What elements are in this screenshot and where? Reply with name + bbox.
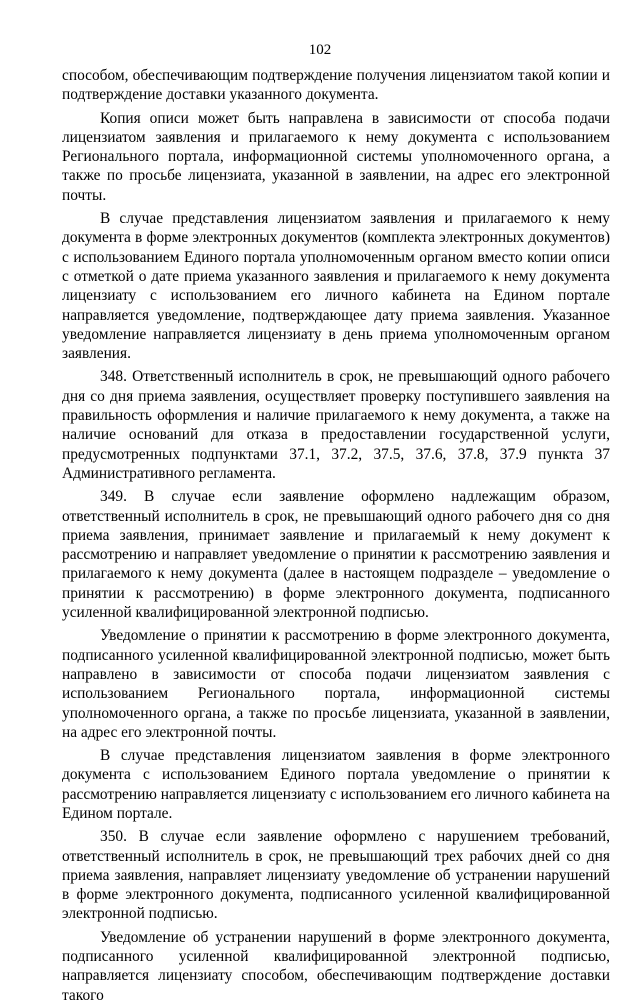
- paragraph-clause-349: 349. В случае если заявление оформлено надлежащим образом, ответственный исполнитель в срок, не превышающий одного рабочего дня со дня приема заявления, принимает заявление и прилагаемый к нему документ к рассмотрению и направляет уведомление о принятии к рассмотрению заявления и прилагаемого к нему документа (далее в настоящем подразделе – уведомление о принятии к рассмотрению) в форме электронного документа, подписанного усиленной квалифицированной электронной подписью.: [62, 488, 610, 622]
- paragraph-acceptance-notice: Уведомление о принятии к рассмотрению в форме электронного документа, подписанного усиленной квалифицированной электронной подписью, может быть направлено в зависимости от способа подачи лицензиатом заявления с использованием Регионального портала, информационной системы уполномоченного органа, а также по просьбе лицензиата, указанной в заявлении, на адрес его электронной почты.: [62, 627, 610, 741]
- document-body: [62, 66, 610, 1005]
- paragraph-clause-348: 348. Ответственный исполнитель в срок, не превышающий одного рабочего дня со дня приема заявления, осуществляет проверку поступившего заявления на правильность оформления и наличие прилагаемого к нему документа, а также на наличие оснований для отказа в предоставлении государственной услуги, предусмотренных подпунктами 37.1, 37.2, 37.5, 37.6, 37.8, 37.9 пункта 37 Административного регламента.: [62, 368, 610, 482]
- paragraph-violation-notice: Уведомление об устранении нарушений в форме электронного документа, подписанного усиленной квалифицированной электронной подписью, направляется лицензиату способом, обеспечивающим подтверждение доставки такого: [62, 928, 610, 1004]
- paragraph-continuation: способом, обеспечивающим подтверждение получения лицензиатом такой копии и подтверждение доставки указанного документа.: [62, 67, 610, 104]
- paragraph-clause-350: 350. В случае если заявление оформлено с нарушением требований, ответственный исполнитель в срок, не превышающий трех рабочих дней со дня приема заявления, направляет лицензиату уведомление об устранении нарушений в форме электронного документа, подписанного усиленной квалифицированной электронной подписью.: [62, 828, 610, 923]
- page-number: 102: [308, 42, 332, 58]
- paragraph-unified-portal-acceptance: В случае представления лицензиатом заявления в форме электронного документа с использованием Единого портала уведомление о принятии к рассмотрению направляется лицензиату с использованием его личного кабинета на Едином портале.: [62, 747, 610, 822]
- paragraph-inventory-copy: Копия описи может быть направлена в зависимости от способа подачи лицензиатом заявления и прилагаемого к нему документа с использованием Регионального портала, информационной системы уполномоченного органа, а также по просьбе лицензиата, указанной в заявлении, на адрес его электронной почты.: [62, 109, 610, 204]
- paragraph-unified-portal-notice: В случае представления лицензиатом заявления и прилагаемого к нему документа в форме электронных документов (комплекта электронных документов) с использованием Единого портала уполномоченным органом вместо копии описи с отметкой о дате приема указанного заявления и прилагаемого к нему документа лицензиату с использованием его личного кабинета на Едином портале направляется уведомление, подтверждающее дату приема заявления. Указанное уведомление направляется лицензиату в день приема уполномоченным органом заявления.: [62, 210, 610, 363]
